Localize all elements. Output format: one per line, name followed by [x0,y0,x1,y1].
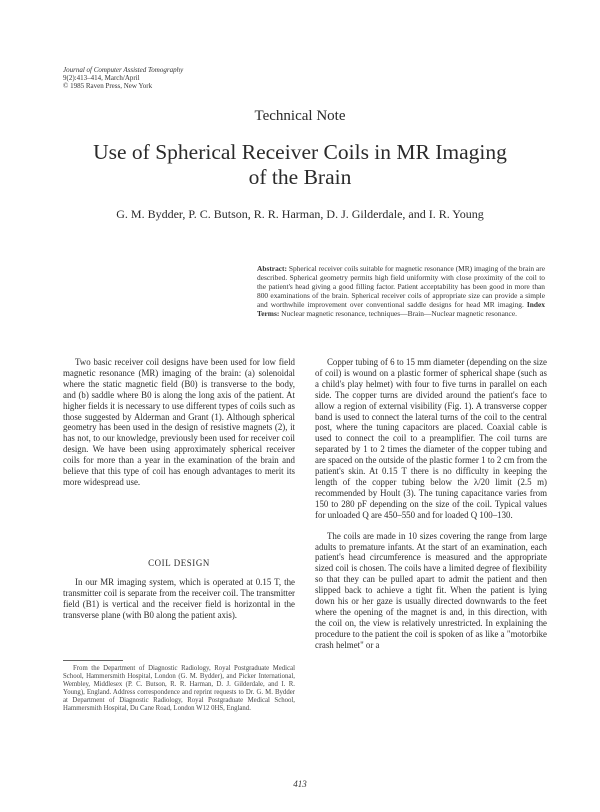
title-line-1: Use of Spherical Receiver Coils in MR Imaging [93,140,507,164]
right-column [315,357,547,651]
article-type: Technical Note [254,108,346,124]
abstract-label: Abstract: [257,264,287,273]
affiliation-footnote: From the Department of Diagnostic Radiology, Royal Postgraduate Medical School, Hammersmith Hospital, London (G. M. Bydder), and Picker International, Wembley, Middlesex (P. C. Butson, R. R. Harman, D. J. Gilderdale, and I. R. Young), England. Address correspondence and reprint requests to Dr. G. M. Bydder at Department of Diagnostic Radiology, Royal Postgraduate Medical School, Hammersmith Hospital, Du Cane Road, London W12 0HS, England. [63,665,295,713]
page-number: 413 [293,779,307,789]
journal-copyright: © 1985 Raven Press, New York [63,82,153,91]
journal-header [63,66,183,91]
article-title [60,140,540,190]
right-paragraph-2: The coils are made in 10 sizes covering the range from large adults to premature infants. At the start of an examination, each patient's head circumference is measured and the appropriate sized coil is chosen. The coils have a limited degree of flexibility so that they can be pulled apart to admit the patient and then slipped back to achieve a tight fit. When the patient is lying down his or her gaze is usually directed downwards to the feet where the opening of the magnet is and, in this direction, with the coil on, the view is relatively unrestricted. In explaining the procedure to the patient the coil is spoken of as like a "motorbike crash helmet" or a [315,530,547,650]
section-heading: COIL DESIGN [148,558,210,568]
footnote-rule [63,660,123,661]
index-terms-text: Nuclear magnetic resonance, techniques—Brain—Nuclear magnetic resonance. [281,308,517,318]
abstract [257,265,545,318]
coil-design-paragraph: In our MR imaging system, which is operated at 0.15 T, the transmitter coil is separate from the receiver coil. The transmitter field (B1) is vertical and the receiver field is horizontal in the transverse plane (with B0 along the patient axis). [63,577,295,620]
journal-name: Journal of Computer Assisted Tomography [63,66,184,74]
author-list: G. M. Bydder, P. C. Butson, R. R. Harman, D. J. Gilderdale, and I. R. Young [116,207,484,221]
intro-paragraph: Two basic receiver coil designs have been used for low field magnetic resonance (MR) imaging of the brain: (a) solenoidal where the static magnetic field (B0) is transverse to the body, and (b) saddle where B0 is along the long axis of the patient. At higher fields it is necessary to use different types of coils such as those suggested by Alderman and Grant (1). Although spherical geometry has been used in the design of resistive magnets (2), it has not, to our knowledge, previously been used for receiver coil design. We have been using approximately spherical receiver coils for more than a year in the examination of the brain and believe that this type of coil has enough advantages to merit its more widespread use. [63,357,295,487]
index-terms-label: Index Terms: [257,299,545,318]
right-paragraph-1: Copper tubing of 6 to 15 mm diameter (depending on the size of coil) is wound on a plastic former of spherical shape (such as a child's play helmet) with four to five turns in parallel on each side. The copper turns are divided around the patient's face to allow a region of external visibility (Fig. 1). A transverse copper band is used to connect the lateral turns of the coil to the central post, where the tuning capacitors are placed. Coaxial cable is used to connect the coil to a preamplifier. The coil turns are separated by 1 to 2 times the diameter of the copper tubing and are spaced on the outside of the plastic former 1 to 2 cm from the patient's skin. At 0.15 T there is no difficulty in keeping the length of the copper tubing below the λ/20 limit (2.5 m) recommended by Hoult (3). The tuning capacitance varies from 150 to 280 pF depending on the size of the coil. Typical values for unloaded Q are 450–550 and for loaded Q 100–130. [315,357,547,520]
left-column [63,357,295,488]
journal-issue: 9(2):413–414, March/April [63,74,140,83]
abstract-text: Spherical receiver coils suitable for magnetic resonance (MR) imaging of the brain are described. Spherical geometry permits high field uniformity with close proximity of the coil to the patient's head giving a good filling factor. Patient acceptability has been good in more than 800 examinations of the brain. Spherical receiver coils of appropriate size can provide a simple and worthwhile improvement over conventional saddle designs for head MR imaging. [257,264,545,309]
title-line-2: of the Brain [248,165,352,189]
